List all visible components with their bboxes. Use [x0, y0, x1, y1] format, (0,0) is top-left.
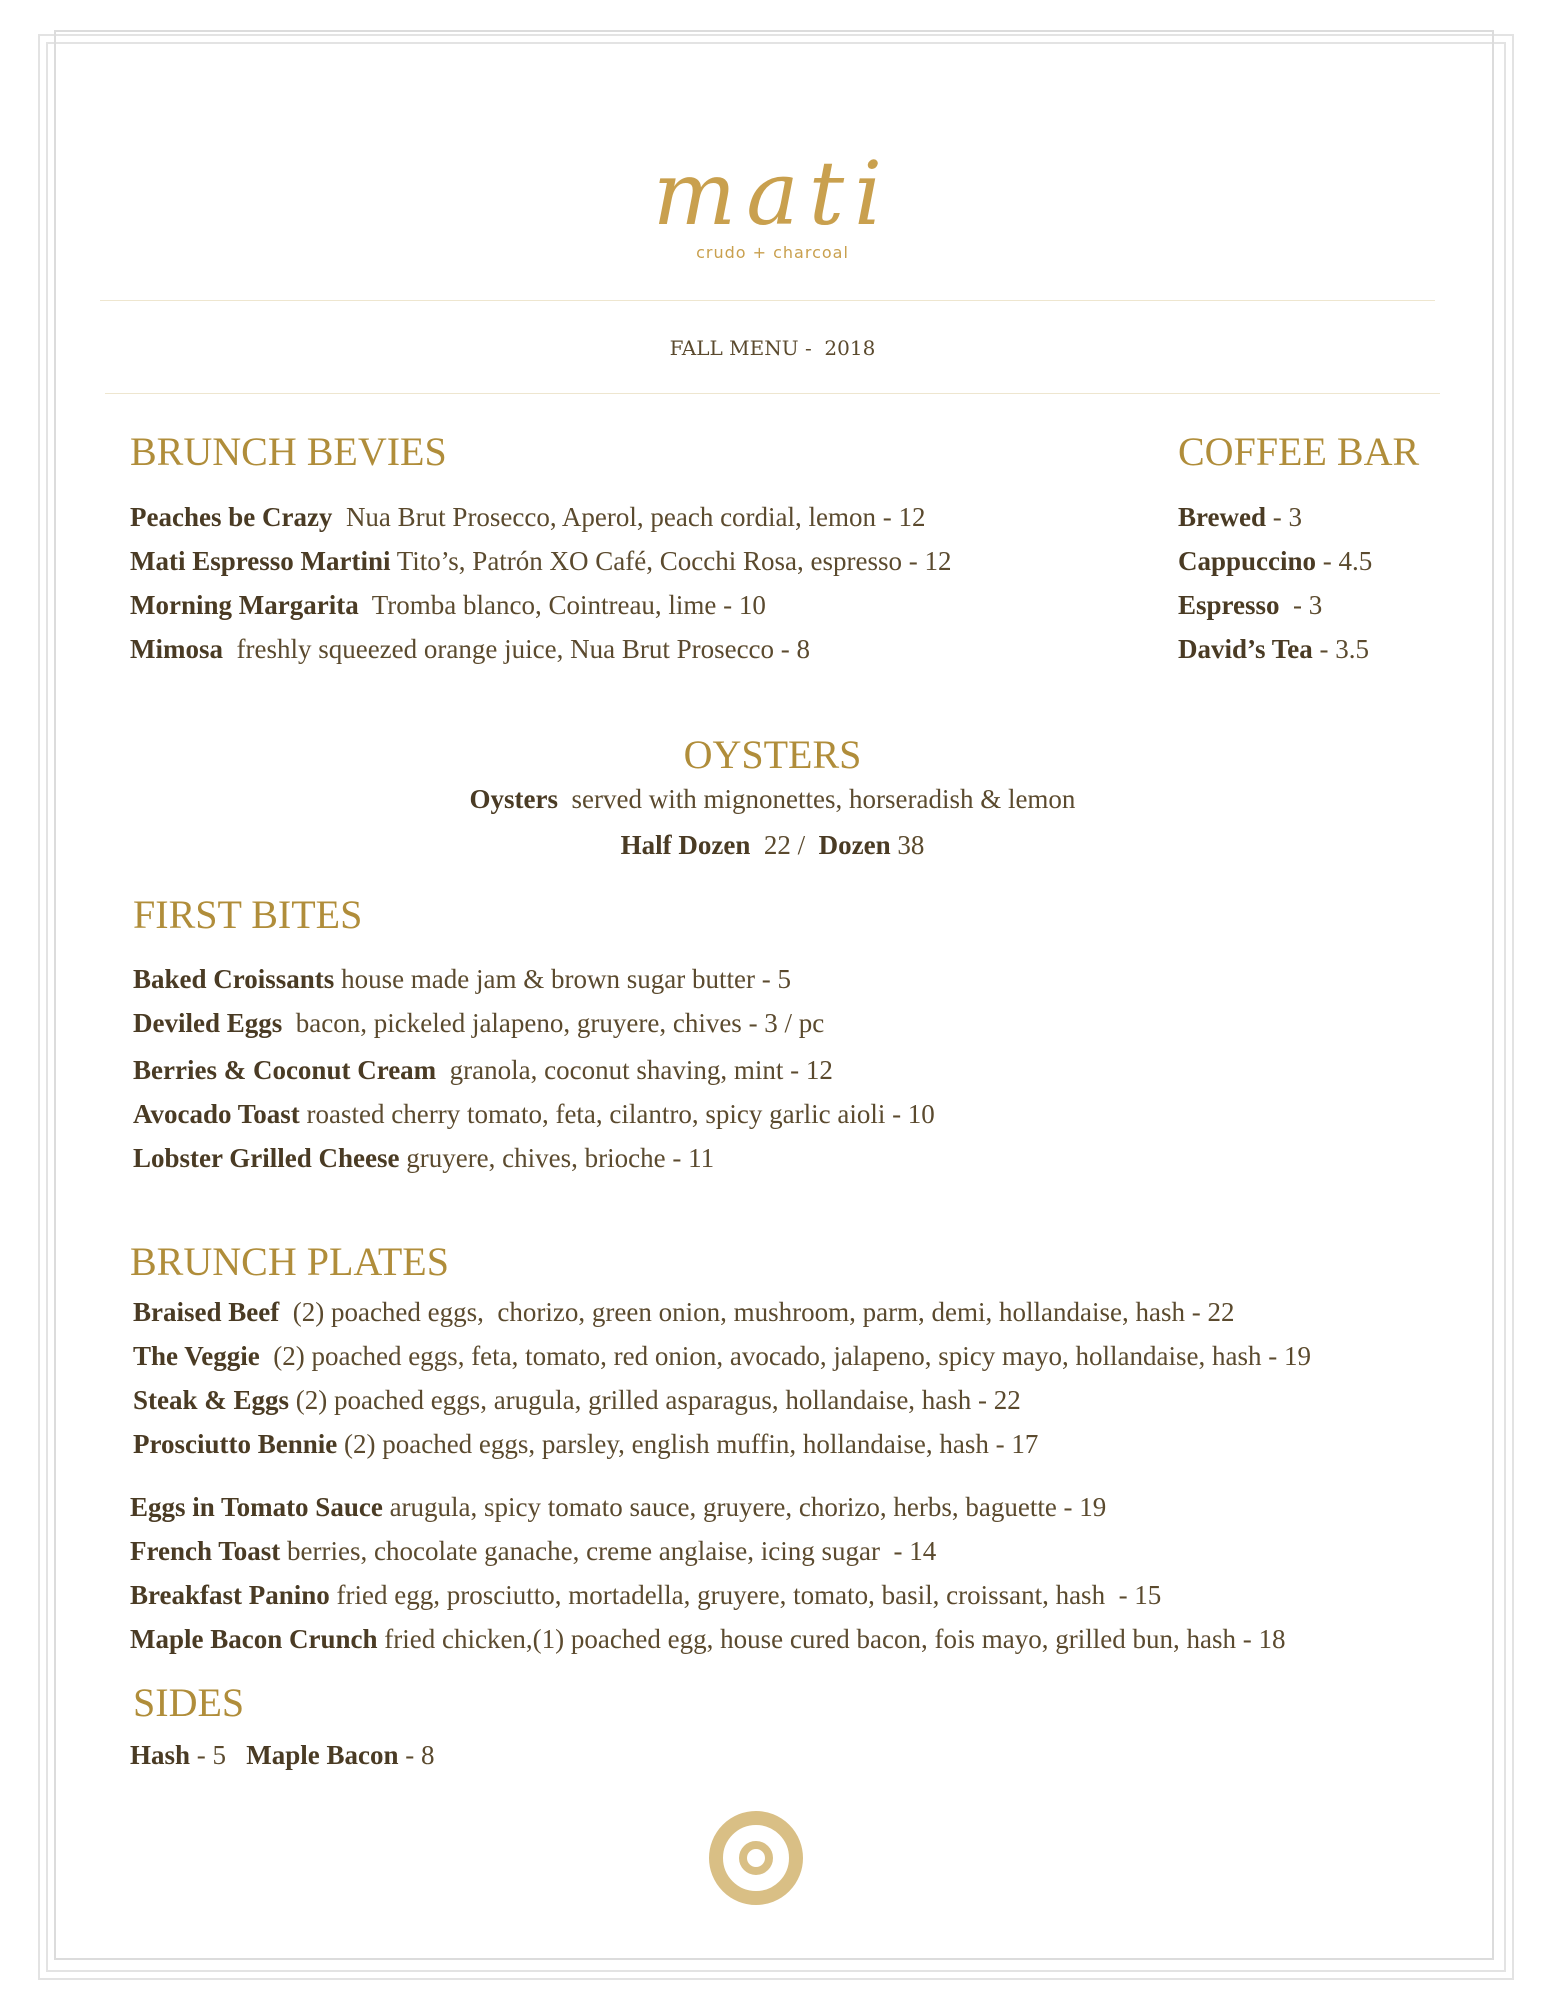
item-name: Peaches be Crazy [130, 502, 333, 532]
header-divider-bottom [105, 393, 1440, 394]
item-name: Maple Bacon Crunch [130, 1624, 378, 1654]
header-divider-top [100, 300, 1435, 301]
menu-item [1178, 590, 1322, 621]
menu-item [133, 1099, 935, 1130]
menu-item [133, 1341, 1311, 1372]
item-desc: - 8 [405, 1740, 435, 1770]
menu-item [133, 1385, 1021, 1416]
item-name: French Toast [130, 1536, 281, 1566]
menu-item [1178, 546, 1372, 577]
item-desc: Tromba blanco, Cointreau, lime - 10 [371, 590, 766, 620]
item-name: Avocado Toast [133, 1099, 300, 1129]
menu-item [1178, 502, 1302, 533]
menu-item [133, 1008, 824, 1039]
oysters-description [0, 784, 1545, 815]
section-title-sides: SIDES [133, 1680, 245, 1725]
menu-item [130, 1580, 1161, 1611]
sides-items [130, 1740, 435, 1771]
item-name: Baked Croissants [133, 964, 335, 994]
item-desc: freshly squeezed orange juice, Nua Brut Prosecco - 8 [236, 634, 811, 664]
item-name: Steak & Eggs [133, 1385, 290, 1415]
item-desc: (2) poached eggs, feta, tomato, red onion, avocado, jalapeno, spicy mayo, hollandaise, hash - 19 [273, 1341, 1311, 1371]
item-desc: granola, coconut shaving, mint - 12 [449, 1055, 833, 1085]
item-desc: - 5 [196, 1740, 227, 1770]
menu-item [130, 634, 810, 665]
item-desc: fried chicken,(1) poached egg, house cured bacon, fois mayo, grilled bun, hash - 18 [384, 1624, 1286, 1654]
dozen-label: Dozen [818, 830, 891, 860]
item-name: Brewed [1178, 502, 1266, 532]
section-title-oysters: OYSTERS [683, 732, 862, 777]
item-name: Mimosa [130, 634, 223, 664]
section-title-coffee-bar: COFFEE BAR [1178, 429, 1420, 474]
item-desc: Tito’s, Patrón XO Café, Cocchi Rosa, espresso - 12 [396, 546, 952, 576]
dozen-price: 38 [897, 830, 925, 860]
oysters-pricing [0, 830, 1545, 861]
item-name: Hash [130, 1740, 191, 1770]
item-desc: roasted cherry tomato, feta, cilantro, spicy garlic aioli - 10 [306, 1099, 935, 1129]
item-desc: - 3 [1286, 590, 1323, 620]
section-title-brunch-plates: BRUNCH PLATES [130, 1239, 449, 1284]
item-desc: - 3.5 [1319, 634, 1370, 664]
menu-item [130, 1492, 1106, 1523]
item-name: Berries & Coconut Cream [133, 1055, 437, 1085]
menu-item [130, 590, 766, 621]
item-name: Deviled Eggs [133, 1008, 283, 1038]
menu-item [130, 546, 951, 577]
menu-item [130, 502, 926, 533]
item-name: Oysters [469, 784, 559, 814]
concentric-circle-logo-icon [708, 1810, 804, 1906]
menu-item [133, 1143, 714, 1174]
item-desc: - 4.5 [1322, 546, 1373, 576]
item-name: Eggs in Tomato Sauce [130, 1492, 383, 1522]
item-desc: bacon, pickeled jalapeno, gruyere, chives - 3 / pc [295, 1008, 825, 1038]
item-desc: (2) poached eggs, arugula, grilled asparagus, hollandaise, hash - 22 [295, 1385, 1021, 1415]
menu-item [133, 964, 791, 995]
item-desc: house made jam & brown sugar butter - 5 [341, 964, 791, 994]
menu-item [130, 1624, 1285, 1655]
item-name: David’s Tea [1178, 634, 1313, 664]
menu-item [130, 1536, 936, 1567]
section-title-brunch-bevies: BRUNCH BEVIES [130, 429, 447, 474]
menu-item [133, 1429, 1038, 1460]
item-desc: (2) poached eggs, chorizo, green onion, mushroom, parm, demi, hollandaise, hash - 22 [292, 1297, 1235, 1327]
menu-item [133, 1297, 1235, 1328]
menu-item [1178, 634, 1369, 665]
item-desc: berries, chocolate ganache, creme anglaise, icing sugar - 14 [287, 1536, 937, 1566]
logo-tagline: crudo + charcoal [696, 243, 849, 262]
item-name: Morning Margarita [130, 590, 359, 620]
half-dozen-price: 22 / [763, 830, 806, 860]
item-name: Braised Beef [133, 1297, 280, 1327]
section-title-first-bites: FIRST BITES [133, 892, 363, 937]
item-desc: arugula, spicy tomato sauce, gruyere, chorizo, herbs, baguette - 19 [389, 1492, 1107, 1522]
item-desc: Nua Brut Prosecco, Aperol, peach cordial, lemon - 12 [345, 502, 926, 532]
half-dozen-label: Half Dozen [620, 830, 751, 860]
item-name: Cappuccino [1178, 546, 1317, 576]
item-name: Lobster Grilled Cheese [133, 1143, 400, 1173]
item-name: Espresso [1178, 590, 1280, 620]
item-name: Breakfast Panino [130, 1580, 330, 1610]
logo-wordmark: mati [652, 142, 893, 245]
item-desc: gruyere, chives, brioche - 11 [406, 1143, 715, 1173]
item-desc: fried egg, prosciutto, mortadella, gruyere, tomato, basil, croissant, hash - 15 [336, 1580, 1162, 1610]
item-name: Maple Bacon [246, 1740, 399, 1770]
menu-item [133, 1055, 833, 1086]
item-desc: - 3 [1272, 502, 1302, 532]
item-name: The Veggie [133, 1341, 260, 1371]
item-desc: (2) poached eggs, parsley, english muffin, hollandaise, hash - 17 [344, 1429, 1039, 1459]
menu-label: FALL MENU - 2018 [669, 336, 876, 360]
item-name: Mati Espresso Martini [130, 546, 391, 576]
item-desc: served with mignonettes, horseradish & lemon [571, 784, 1076, 814]
item-name: Prosciutto Bennie [133, 1429, 338, 1459]
